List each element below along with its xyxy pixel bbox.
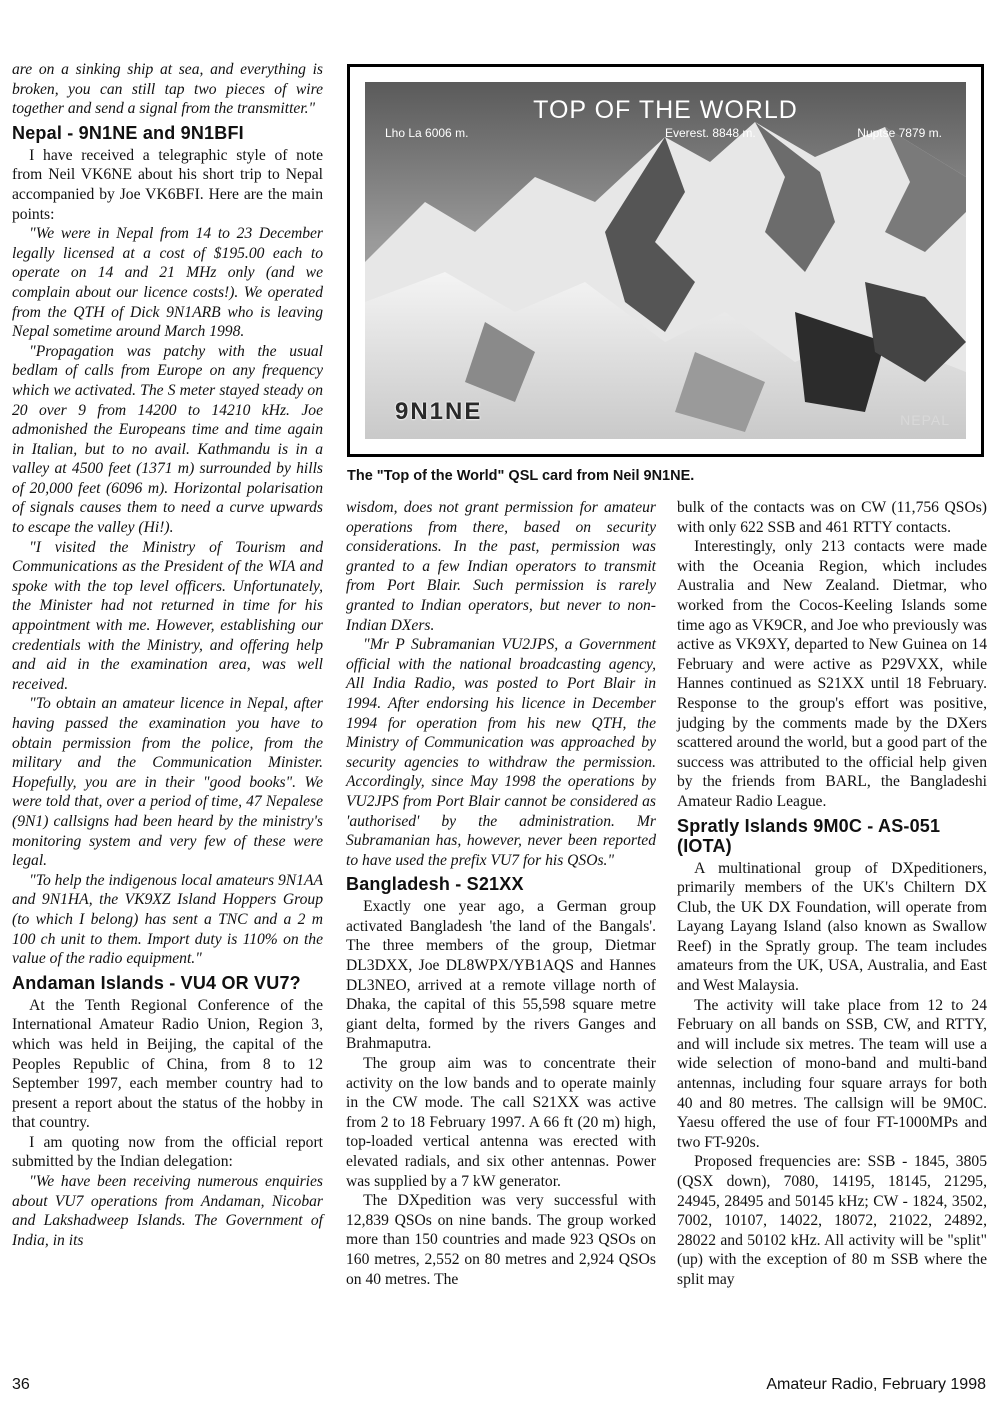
paragraph: A multinational group of DXpeditioners, primarily members of the UK's Chiltern DX Club, the UK DX Foundation, will operate from Layang Layang Island (also known as Swallow Reef) in the Spratly group. The team includes amateurs from the UK, USA, Australia, and East and West Malaysia. [677, 859, 987, 995]
qsl-card-photo [347, 64, 984, 457]
paragraph: The activity will take place from 12 to 24 February on all bands on SSB, CW, and RTTY, and will include six metres. The team will use a wide selection of mono-band and multi-band antennas, including four square arrays for both 40 and 80 metres. The callsign will be 9M0C. Yaesu offered the use of four FT-1000MPs and two FT-920s. [677, 996, 987, 1151]
page-number: 36 [12, 1376, 30, 1393]
paragraph: At the Tenth Regional Conference of the International Amateur Radio Union, Region 3, which was held in Beijing, the capital of the Peoples Republic of China, from 8 to 12 September 1997, each member country had to present a report about the status of the hobby in that country. [12, 996, 323, 1132]
paragraph: The DXpedition was very successful with 12,839 QSOs on nine bands. The group worked more than 150 countries and made 923 QSOs on 160 metres, 2,552 on 80 metres and 2,924 QSOs on 40 metres. The [346, 1192, 656, 1288]
paragraph: "To help the indigenous local amateurs 9N1AA and 9N1HA, the VK9XZ Island Hoppers Group (to which I belong) has sent a TNC and a 2 m 100 ch unit to them. Import duty is 110% on the value of the radio equipment." [12, 871, 323, 968]
paragraph: "Mr P Subramanian VU2JPS, a Government official with the national broadcasting agency, All India Radio, was posted to Port Blair in 1994. After endorsing his licence in December 1994 for operation from his new QTH, the Ministry of Communication was approached by security agencies to withdraw the permission. Accordingly, since May 1998 the operations by VU2JPS from Port Blair cannot be considered as 'authorised' by the administration. Mr Subramanian has, however, never been reported to have used the prefix VU7 for his QSOs." [346, 636, 656, 869]
paragraph: bulk of the contacts was on CW (11,756 QSOs) with only 622 SSB and 461 RTTY contacts. [677, 499, 987, 536]
paragraph: The group aim was to concentrate their activity on the low bands and to operate mainly in the CW mode. The call S21XX was active from 2 to 18 February 1997. A 66 ft (20 m) high, top-loaded vertical antenna was erected with elevated radials, and six other antennas. Power was supplied by a 7 kW generator. [346, 1055, 656, 1190]
column-left [12, 60, 323, 1250]
heading-spratly: Spratly Islands 9M0C - AS-051 (IOTA) [677, 815, 941, 856]
peak-label-everest: Everest. 8848 m. [665, 126, 756, 140]
peak-label-lho-la: Lho La 6006 m. [385, 126, 469, 140]
heading-andaman: Andaman Islands - VU4 OR VU7? [12, 972, 301, 993]
paragraph: I am quoting now from the official report submitted by the Indian delegation: [12, 1133, 323, 1171]
paragraph: Exactly one year ago, a German group activated Bangladesh 'the land of the Bangals'. The three members of the group, Dietmar DL3DXX, Joe DL8WPX/YB1AQS and Hannes DL3NEO, arrived at a remote village north of Dhaka, the capital of this 55,598 square metre giant delta, formed by the rivers Ganges and Brahmaputra. [346, 898, 656, 1053]
photo-caption: The "Top of the World" QSL card from Neil 9N1NE. [347, 468, 695, 484]
column-middle [346, 498, 656, 1289]
heading-nepal: Nepal - 9N1NE and 9N1BFI [12, 122, 244, 143]
paragraph: "To obtain an amateur licence in Nepal, after having passed the examination you have to obtain permission from the police, from the military and the Communication Minister. Hopefully, you are in their "good books". We were told that, over a period of time, 47 Nepalese (9N1) callsigns had been heard by the ministry's monitoring system and very few of these were legal. [12, 695, 323, 870]
paragraph: "We have been receiving numerous enquiries about VU7 operations from Andaman, Nicobar and Lakshadweep Islands. The Government of India, in its [12, 1173, 323, 1249]
column-right [677, 498, 987, 1290]
paragraph: Proposed frequencies are: SSB - 1845, 3805 (QSX down), 7080, 14195, 18145, 21295, 24945, 28495 and 50145 kHz; CW - 1824, 3502, 7002, 10107, 14022, 18072, 21022, 24892, 28022 and 50102 kHz. All activity will be "split" (up) with the exception of 80 m SSB where the split may [677, 1153, 987, 1288]
paragraph: "Propagation was patchy with the usual bedlam of calls from Europe on any frequency which we activated. The S meter stayed steady on 20 over 9 from 14200 to 14210 kHz. Joe admonished the Europeans time and time again in Italian, but to no avail. Kathmandu is in a valley at 4500 feet (1371 m) surrounded by hills of 20,000 feet (6096 m). Horizontal polarisation of signals causes them to need a curve upwards to escape the valley (Hi!). [12, 342, 323, 537]
paragraph: Interestingly, only 213 contacts were made with the Oceania Region, which includes Australia and New Zealand. Dietmar, who worked from the Cocos-Keeling Islands some time ago as VK9CR, and Joe who previously was active as VK9XY, departed to New Guinea on 14 February and were active as P29VXX, while Hannes continued as S21XX until 18 February. Response to the group's effort was positive, judging by the comments made by the DXers scattered around the world, but a good part of the success was attributed to the official help given by the friends from BARL, the Bangladeshi Amateur Radio League. [677, 538, 987, 810]
publication-info: Amateur Radio, February 1998 [766, 1376, 986, 1393]
country-overlay: NEPAL [900, 412, 950, 428]
mountain-photo [365, 82, 966, 439]
callsign-overlay: 9N1NE [395, 398, 483, 425]
paragraph: are on a sinking ship at sea, and everything is broken, you can still tap two pieces of wire together and send a signal from the transmitter." [12, 61, 323, 118]
paragraph: I have received a telegraphic style of note from Neil VK6NE about his short trip to Nepal accompanied by Joe VK6BFI. Here are the main points: [12, 146, 323, 223]
paragraph: wisdom, does not grant permission for amateur operations from there, based on security considerations. In the past, permission was granted to a few Indian operators to transmit from Port Blair. Such permission is rarely granted to Indian operators, but never to non-Indian DXers. [346, 499, 656, 634]
photo-title: TOP OF THE WORLD [533, 96, 798, 124]
paragraph: "I visited the Ministry of Tourism and Communications as the President of the WIA and spoke with the top level officers. Unfortunately, the Minister had not returned in time for his appointment with me. However, establishing our credentials with the Ministry, and offering help and aid in the examination area, was well received. [12, 538, 323, 693]
paragraph: "We were in Nepal from 14 to 23 December legally licensed at a cost of $195.00 each to operate on 14 and 21 MHz only (and we complain about our licence costs!). We operated from the QTH of Dick 9N1ARB who is leaving Nepal sometime around March 1998. [12, 225, 323, 341]
heading-bangladesh: Bangladesh - S21XX [346, 874, 524, 895]
peak-label-nuptse: Nuptse 7879 m. [857, 126, 942, 140]
